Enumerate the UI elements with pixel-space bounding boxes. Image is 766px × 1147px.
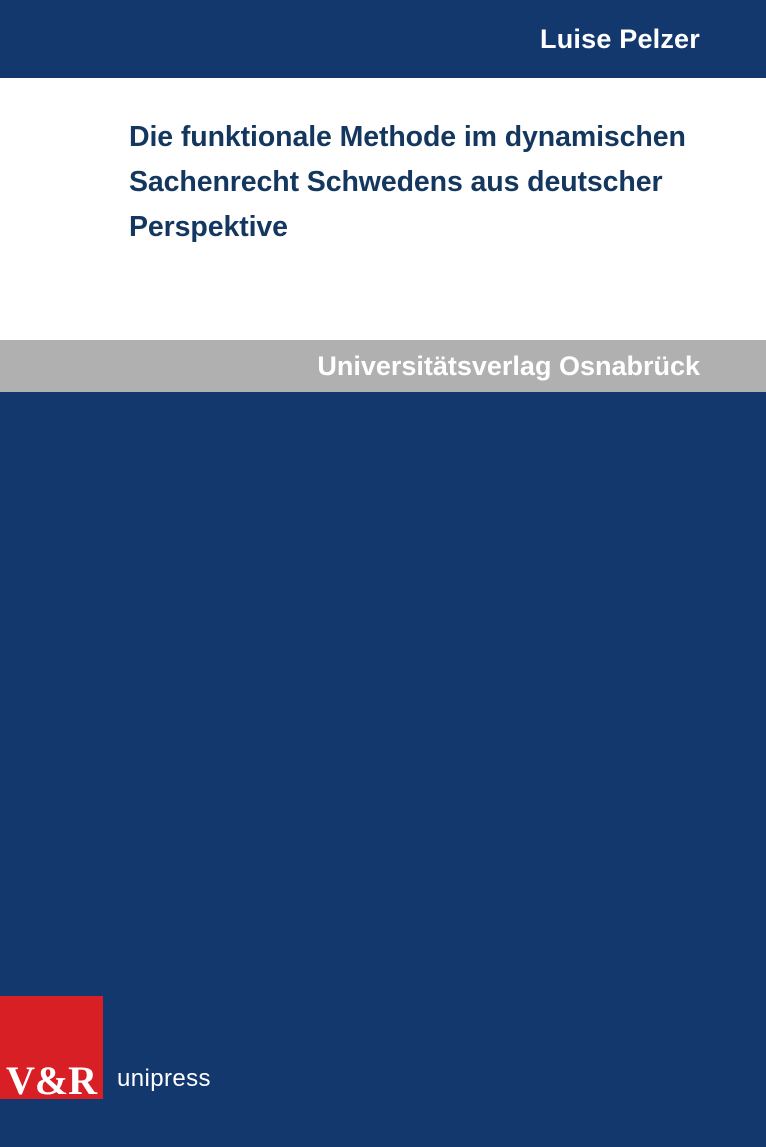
vr-logo-mark	[0, 996, 103, 1103]
unipress-wordmark: unipress	[117, 1065, 211, 1092]
book-title: Die funktionale Methode im dynamischen Sachenrecht Schwedens aus deutscher Perspektive	[129, 121, 686, 243]
vr-logo-text: V&R	[5, 1058, 98, 1103]
publisher-name: Universitätsverlag Osnabrück	[317, 351, 700, 381]
publisher-logo	[0, 996, 211, 1103]
author-name: Luise Pelzer	[540, 24, 700, 54]
